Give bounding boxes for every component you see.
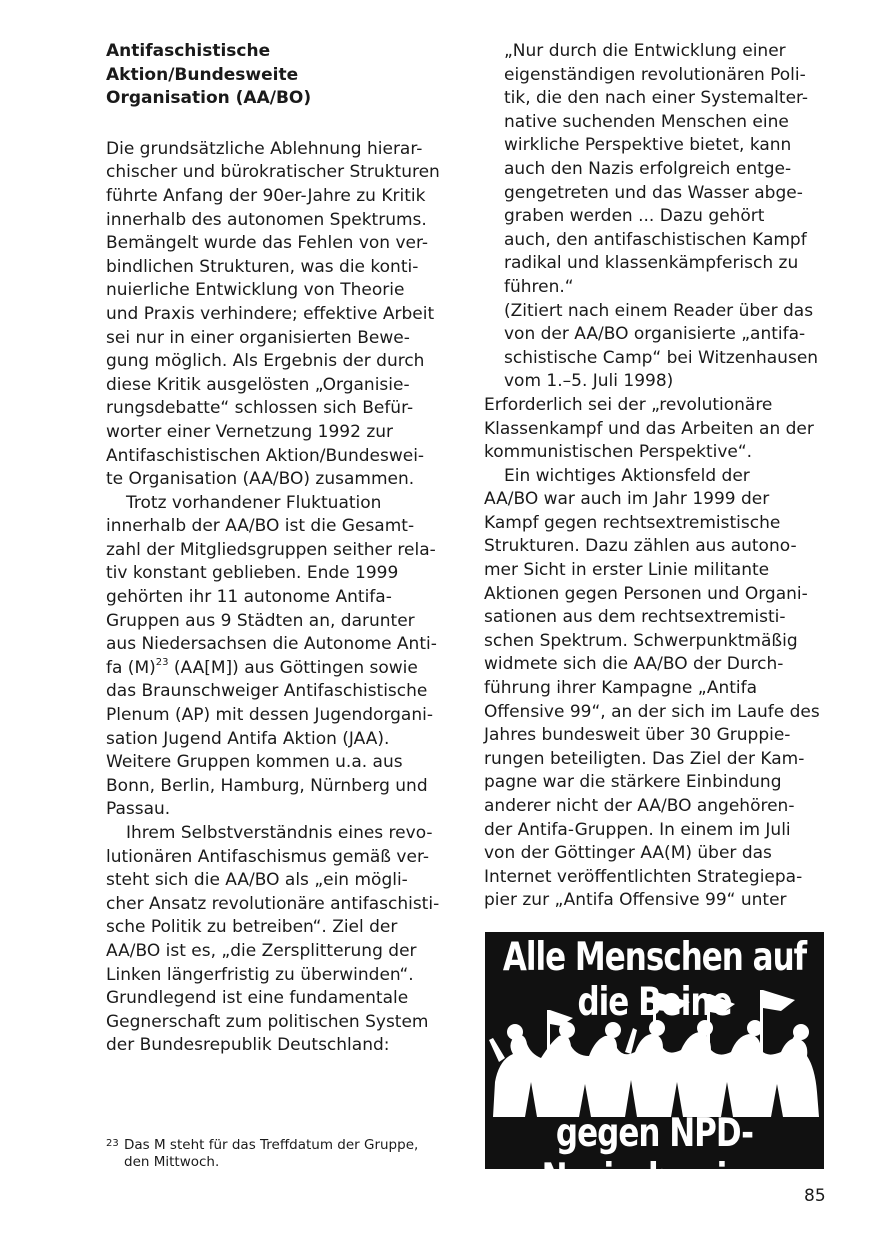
text-line: gehörten ihr 11 autonome Antifa- [106,587,392,608]
footnote-line: den Mittwoch. [124,1154,220,1170]
text-line: Offensive 99“, an der sich im Laufe des [484,701,820,722]
text-line: Gruppen aus 9 Städten an, darunter [106,610,415,631]
text-line: schen Spektrum. Schwerpunktmäßig [484,630,798,651]
text-line: AA/BO ist es, „die Zersplitterung der [106,940,417,961]
text-line: sche Politik zu betreiben“. Ziel der [106,917,398,938]
quote-line: eigenständigen revolutionären Poli- [504,64,806,85]
text-line: das Braunschweiger Antifaschistische [106,681,428,702]
text-line: von der Göttinger AA(M) über das [484,843,772,864]
text-line: Kampf gegen rechtsextremistische [484,512,781,533]
text-line: führte Anfang der 90er-Jahre zu Kritik [106,185,426,206]
text-line: tiv konstant geblieben. Ende 1999 [106,563,399,584]
text-line: der Bundesrepublik Deutschland: [106,1035,390,1056]
text-line: gung möglich. Als Ergebnis der durch [106,351,425,372]
quote-line: auch den Nazis erfolgreich entge- [504,158,792,179]
text-line: Plenum (AP) mit dessen Jugendorgani- [106,705,433,726]
text-line: innerhalb des autonomen Spektrums. [106,209,427,230]
text-line-with-footnote [106,657,451,681]
section-heading [106,40,451,111]
citation-line: von der AA/BO organisierte „antifa- [504,324,806,345]
quote-line: auch, den antifaschistischen Kampf [504,229,807,250]
footnote-line: Das M steht für das Treffdatum der Gruppe, [124,1137,419,1153]
page-number: 85 [804,1186,826,1206]
poster-top-text: Alle Menschen auf die Beine [502,935,807,1025]
text-line: bindlichen Strukturen, was die konti- [106,256,419,277]
text-line: Ein wichtiges Aktionsfeld der [504,465,750,486]
heading-line: Antifaschistische Aktion/Bundesweite [106,41,299,85]
quote-line: radikal und klassenkämpferisch zu [504,253,799,274]
text-line: Antifaschistischen Aktion/Bundeswei- [106,445,425,466]
text-line: Bemängelt wurde das Fehlen von ver- [106,233,429,254]
text-line: Grundlegend ist eine fundamentale [106,988,409,1009]
citation-line: schistische Camp“ bei Witzenhausen [504,347,819,368]
paragraph-membership [106,492,451,822]
text-line: sationen aus dem rechtsextremisti- [484,607,786,628]
text-line: rungen beteiligten. Das Ziel der Kam- [484,748,805,769]
text-line: sei nur in einer organisierten Bewe- [106,327,410,348]
text-line: kommunistischen Perspektive“. [484,442,753,463]
citation-line: vom 1.–5. Juli 1998) [504,371,674,392]
text-line: steht sich die AA/BO als „ein mögli- [106,870,408,891]
text-line: sation Jugend Antifa Aktion (JAA). [106,728,390,749]
text-line: Internet veröffentlichten Strategiepa- [484,866,803,887]
quote-line: „Nur durch die Entwicklung einer [504,41,786,61]
paragraph-campaign [484,465,829,913]
text-line: führung ihrer Kampagne „Antifa [484,678,758,699]
quote-line: gengetreten und das Wasser abge- [504,182,803,203]
text-line: innerhalb der AA/BO ist die Gesamt- [106,516,415,537]
text-line: Gegnerschaft zum politischen System [106,1011,429,1032]
text-line: aus Niedersachsen die Autonome Anti- [106,634,437,655]
text-line: AA/BO war auch im Jahr 1999 der [484,489,770,510]
block-quote [504,40,829,394]
text-line: nuierliche Entwicklung von Theorie [106,280,405,301]
text-line: Jahres bundesweit über 30 Gruppie- [484,725,791,746]
text-line: Erforderlich sei der „revolutionäre [484,394,773,415]
text-line: Trotz vorhandener Fluktuation [126,492,382,513]
quote-line: native suchenden Menschen eine [504,111,789,132]
text-line: zahl der Mitgliedsgruppen seither rela- [106,539,436,560]
text-line: Klassenkampf und das Arbeiten an der [484,418,814,439]
quote-line: tik, die den nach einer Systemalter- [504,88,809,109]
text-line: rungsdebatte“ schlossen sich Befür- [106,398,414,419]
text-line: chischer und bürokratischer Strukturen [106,162,440,183]
text-line: lutionären Antifaschismus gemäß ver- [106,846,429,867]
footnote-mark: 23 [106,1138,119,1149]
text-line: Ihrem Selbstverständnis eines revo- [126,823,433,843]
text-line: widmete sich die AA/BO der Durch- [484,654,784,675]
crowd-shapes [489,1020,819,1117]
footnote-reference: 23 [155,656,169,668]
heading-line: Organisation (AA/BO) [106,88,312,109]
text-line: te Organisation (AA/BO) zusammen. [106,469,415,490]
text-line: und Praxis verhindere; effektive Arbeit [106,303,435,324]
text-line: der Antifa-Gruppen. In einem im Juli [484,819,791,840]
text-fragment: (AA[M]) aus Göttingen sowie [168,657,418,678]
text-line: mer Sicht in erster Linie militante [484,560,770,581]
text-line: pagne war die stärkere Einbindung [484,772,782,793]
text-line: Bonn, Berlin, Hamburg, Nürnberg und [106,775,428,796]
text-line: anderer nicht der AA/BO angehören- [484,796,795,816]
citation-line: (Zitiert nach einem Reader über das [504,300,814,321]
text-line: Linken längerfristig zu überwinden“. [106,964,414,985]
quote-line: wirkliche Perspektive bietet, kann [504,135,792,156]
text-line: Strukturen. Dazu zählen aus autono- [484,536,797,557]
paragraph-class-struggle [484,394,829,465]
text-line: Passau. [106,799,171,820]
text-line: pier zur „Antifa Offensive 99“ unter [484,890,787,911]
text-line: Aktionen gegen Personen und Organi- [484,583,808,604]
footnote [106,1137,446,1171]
left-column [106,40,451,1058]
paragraph-self-image [106,822,451,1058]
text-line: worter einer Vernetzung 1992 zur [106,421,393,442]
paragraph-origins [106,138,451,492]
text-line: Weitere Gruppen kommen u.a. aus [106,752,403,773]
right-column [484,40,829,913]
text-line: diese Kritik ausgelösten „Organisie- [106,374,410,395]
quote-line: führen.“ [504,276,574,297]
text-line: cher Ansatz revolutionäre antifaschisti- [106,893,440,914]
text-fragment: fa (M) [106,657,156,678]
poster-bottom-text: gegen NPD-Nazischweine [541,1111,768,1201]
text-line: Die grundsätzliche Ablehnung hierar- [106,138,423,159]
quote-line: graben werden ... Dazu gehört [504,206,765,227]
